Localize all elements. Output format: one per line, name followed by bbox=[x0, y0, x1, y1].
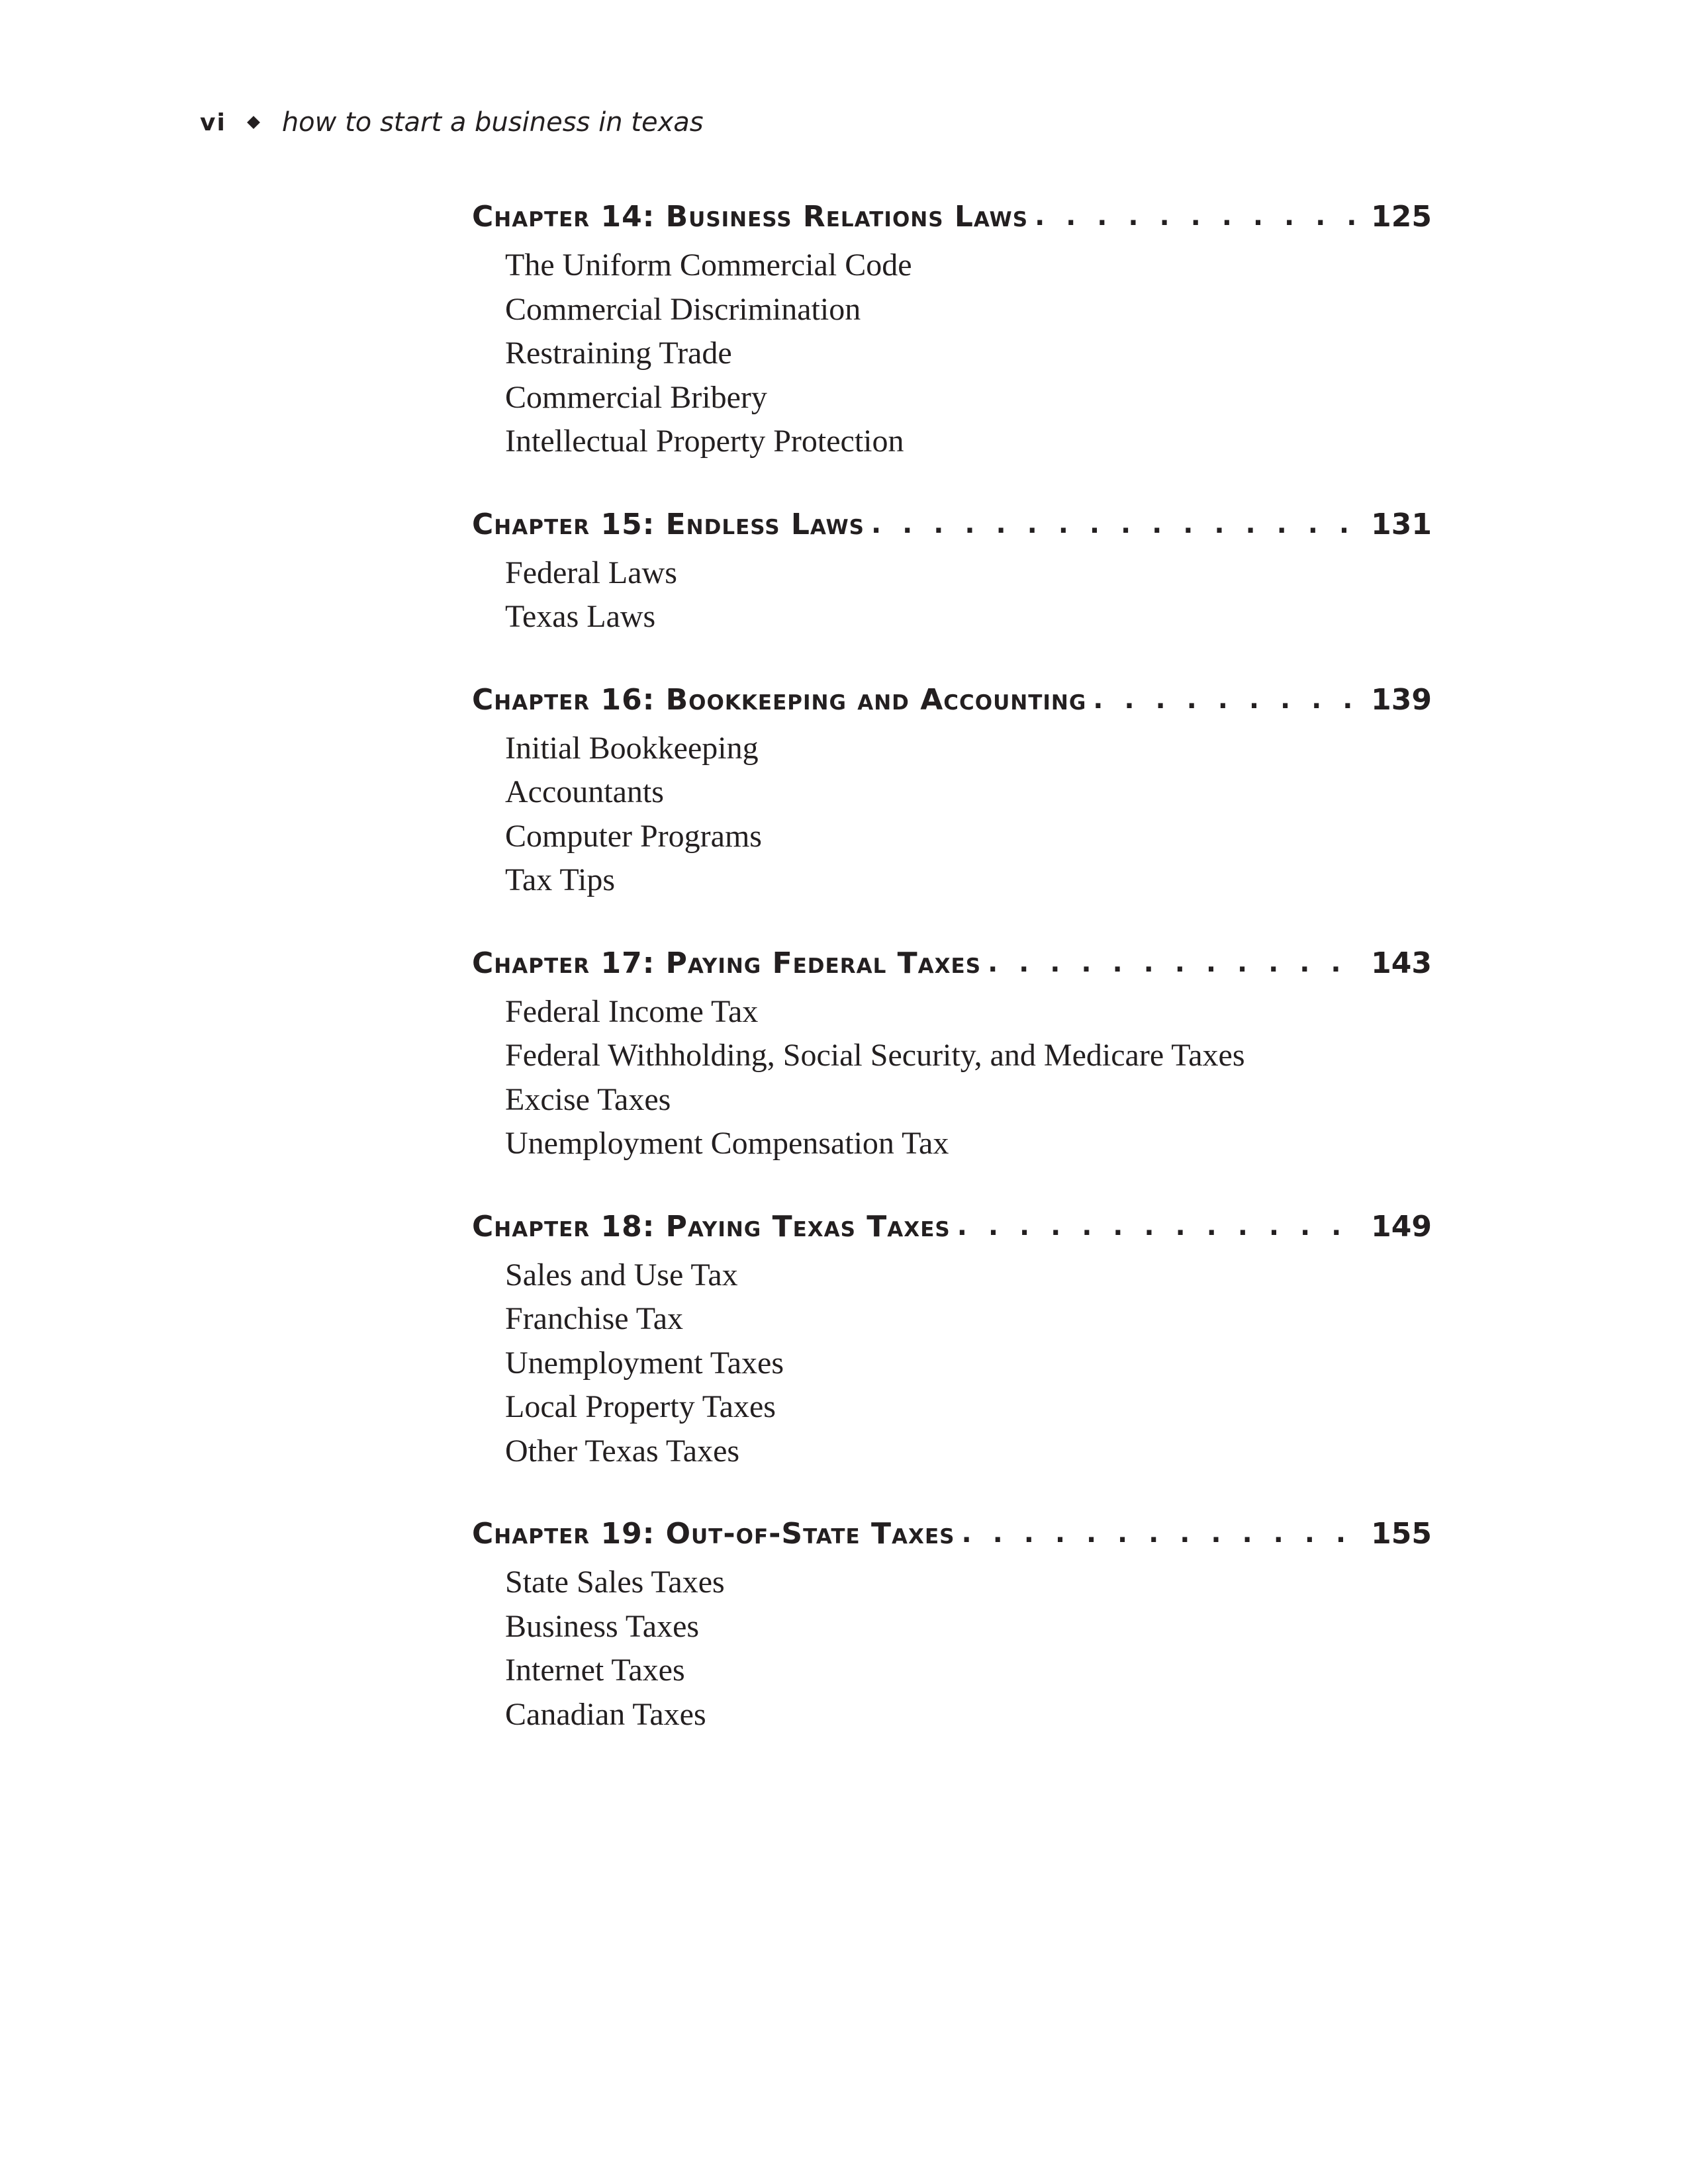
toc-chapter-entry[interactable] bbox=[472, 1517, 1432, 1561]
dot-leader bbox=[871, 509, 1364, 539]
diamond-bullet-icon bbox=[247, 116, 260, 129]
toc-section-item: Other Texas Taxes bbox=[505, 1433, 740, 1469]
page-folio: vi bbox=[200, 109, 226, 136]
chapter-title: Chapter 15: Endless Laws bbox=[472, 507, 865, 541]
dot-leader bbox=[957, 1211, 1364, 1242]
toc-chapter bbox=[472, 683, 1432, 903]
chapter-title: Chapter 16: Bookkeeping and Accounting bbox=[472, 682, 1087, 717]
running-head-title: how to start a business in texas bbox=[281, 107, 704, 138]
toc-section-item: Unemployment Compensation Tax bbox=[505, 1126, 949, 1161]
toc-section-item: Internet Taxes bbox=[505, 1653, 685, 1688]
chapter-page-number: 125 bbox=[1371, 200, 1432, 234]
chapter-page-number: 155 bbox=[1371, 1517, 1432, 1551]
toc-section-item: Federal Laws bbox=[505, 555, 677, 590]
toc-section-item: Franchise Tax bbox=[505, 1301, 684, 1336]
toc-section-item: Canadian Taxes bbox=[505, 1696, 706, 1732]
table-of-contents bbox=[472, 200, 1432, 1780]
chapter-page-number: 131 bbox=[1371, 507, 1432, 541]
toc-section-item: Business Taxes bbox=[505, 1608, 700, 1644]
toc-section-item: Intellectual Property Protection bbox=[505, 424, 904, 459]
toc-section-item: Restraining Trade bbox=[505, 336, 732, 371]
chapter-title: Chapter 18: Paying Texas Taxes bbox=[472, 1209, 951, 1244]
chapter-title: Chapter 19: Out-of-State Taxes bbox=[472, 1517, 955, 1551]
toc-section-item: Initial Bookkeeping bbox=[505, 730, 759, 766]
toc-section-item: Federal Income Tax bbox=[505, 993, 759, 1029]
chapter-title: Chapter 14: Business Relations Laws bbox=[472, 200, 1029, 234]
chapter-page-number: 139 bbox=[1371, 682, 1432, 717]
toc-section-item: Local Property Taxes bbox=[505, 1389, 776, 1424]
toc-chapter-entry[interactable] bbox=[472, 200, 1432, 244]
dot-leader bbox=[1093, 684, 1364, 715]
toc-chapter-entry[interactable] bbox=[472, 1210, 1432, 1253]
toc-section-item: State Sales Taxes bbox=[505, 1565, 725, 1600]
running-head bbox=[200, 106, 704, 139]
dot-leader bbox=[988, 948, 1364, 978]
chapter-section-list bbox=[472, 244, 1432, 464]
toc-chapter bbox=[472, 946, 1432, 1166]
chapter-section-list bbox=[472, 551, 1432, 639]
dot-leader bbox=[961, 1518, 1364, 1549]
toc-section-item: Sales and Use Tax bbox=[505, 1257, 738, 1293]
toc-section-item: Accountants bbox=[505, 774, 664, 809]
toc-chapter bbox=[472, 200, 1432, 464]
chapter-page-number: 143 bbox=[1371, 946, 1432, 980]
toc-section-item: Tax Tips bbox=[505, 862, 616, 897]
chapter-title: Chapter 17: Paying Federal Taxes bbox=[472, 946, 982, 980]
chapter-section-list bbox=[472, 1253, 1432, 1474]
toc-section-item: Unemployment Taxes bbox=[505, 1345, 784, 1381]
toc-section-item: Excise Taxes bbox=[505, 1081, 671, 1117]
toc-chapter-entry[interactable] bbox=[472, 683, 1432, 727]
toc-chapter bbox=[472, 1210, 1432, 1474]
toc-chapter-entry[interactable] bbox=[472, 508, 1432, 551]
toc-chapter bbox=[472, 508, 1432, 639]
toc-chapter bbox=[472, 1517, 1432, 1737]
chapter-page-number: 149 bbox=[1371, 1209, 1432, 1244]
dot-leader bbox=[1035, 201, 1364, 232]
toc-section-item: The Uniform Commercial Code bbox=[505, 248, 912, 283]
chapter-section-list bbox=[472, 1561, 1432, 1737]
toc-chapter-entry[interactable] bbox=[472, 946, 1432, 990]
chapter-section-list bbox=[472, 727, 1432, 903]
toc-section-item: Texas Laws bbox=[505, 599, 656, 634]
toc-section-item: Federal Withholding, Social Security, and Medicare Taxes bbox=[505, 1038, 1245, 1073]
toc-section-item: Commercial Bribery bbox=[505, 379, 767, 415]
toc-section-item: Computer Programs bbox=[505, 818, 762, 854]
chapter-section-list bbox=[472, 990, 1432, 1166]
toc-section-item: Commercial Discrimination bbox=[505, 291, 861, 327]
